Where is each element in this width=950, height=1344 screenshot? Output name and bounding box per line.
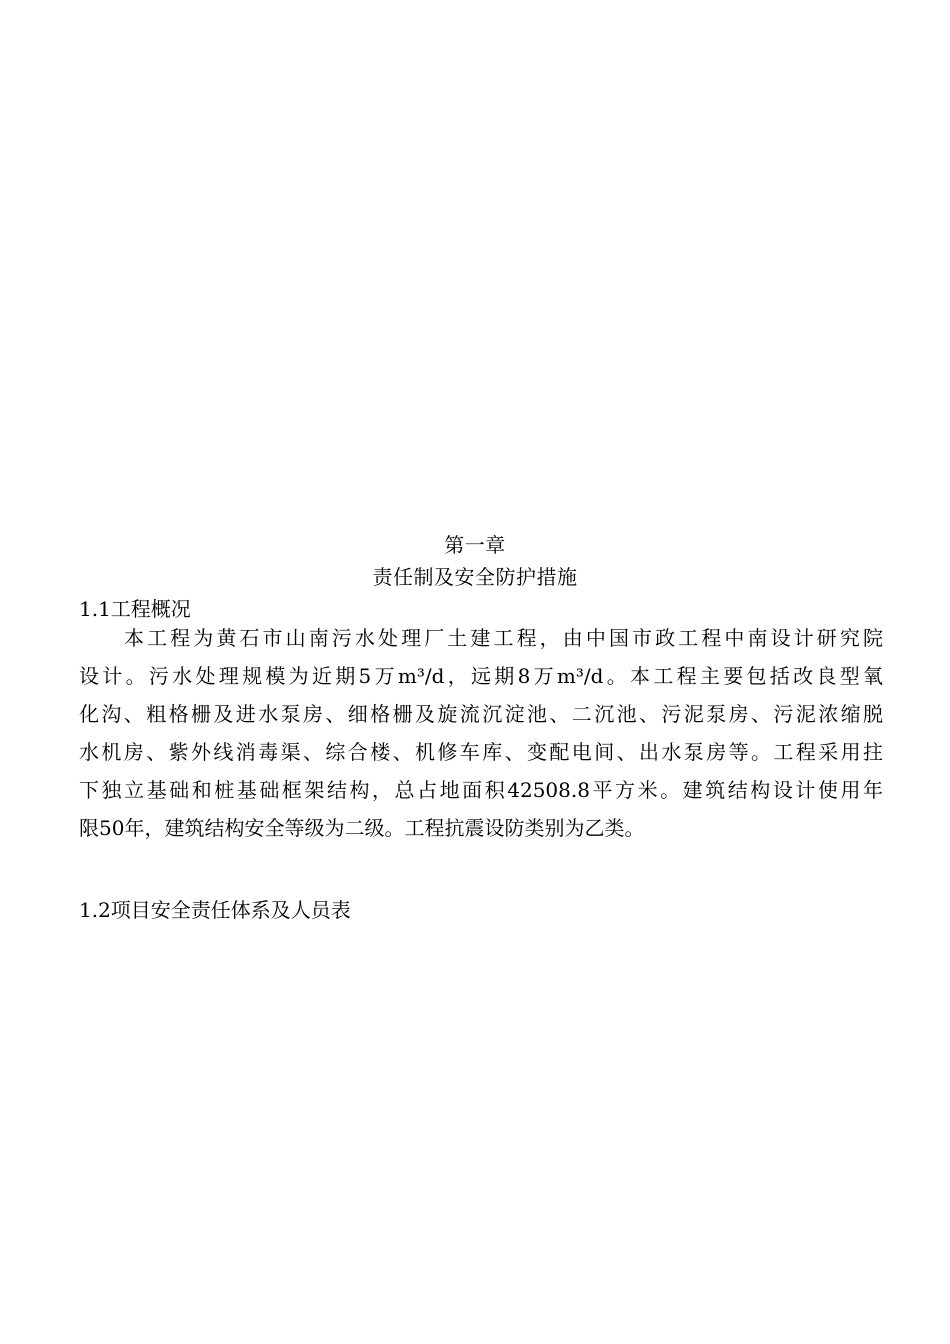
paragraph-line: 设计。污水处理规模为近期5万m³/d，远期8万m³/d。本工程主要包括改良型氧	[79, 664, 883, 688]
section-heading-overview: 1.1工程概况	[79, 597, 191, 621]
paragraph-line: 本工程为黄石市山南污水处理厂土建工程，由中国市政工程中南设计研究院	[124, 626, 883, 650]
paragraph-line: 化沟、粗格栅及进水泵房、细格栅及旋流沉淀池、二沉池、污泥泵房、污泥浓缩脱	[79, 702, 883, 726]
chapter-title: 责任制及安全防护措施	[372, 565, 578, 589]
section-heading-safety-system: 1.2项目安全责任体系及人员表	[79, 898, 351, 922]
paragraph-line: 限50年，建筑结构安全等级为二级。工程抗震设防类别为乙类。	[79, 816, 645, 840]
chapter-number: 第一章	[444, 533, 506, 557]
paragraph-line: 下独立基础和桩基础框架结构，总占地面积42508.8平方米。建筑结构设计使用年	[79, 778, 883, 802]
paragraph-line: 水机房、紫外线消毒渠、综合楼、机修车库、变配电间、出水泵房等。工程采用拄	[79, 740, 883, 764]
